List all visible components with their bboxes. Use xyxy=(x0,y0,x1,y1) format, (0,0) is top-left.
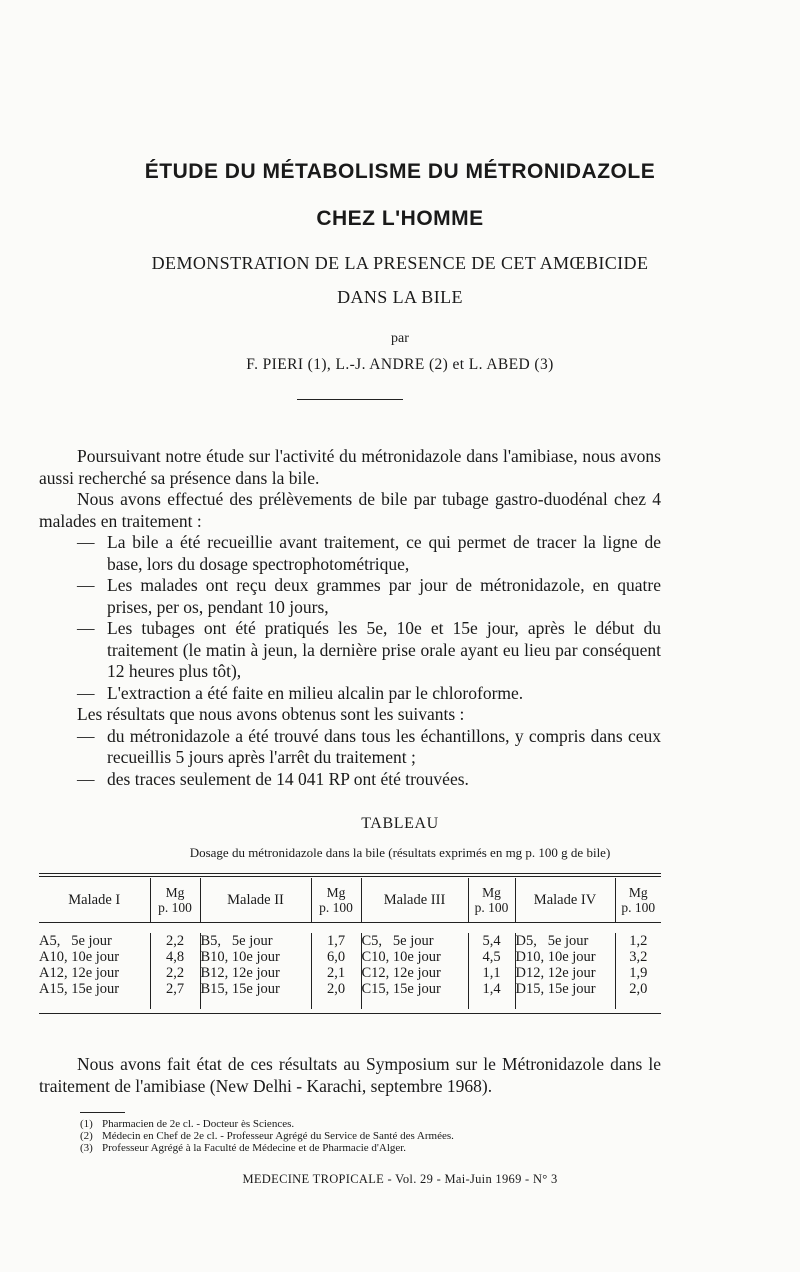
paragraph-1: Poursuivant notre étude sur l'activité du métronidazole dans l'amibiase, nous avons aussi recherché sa présence dans la bile. xyxy=(39,446,661,488)
value-cell: 4,5 xyxy=(468,949,515,965)
sample-cell: B15, 15e jour xyxy=(200,981,311,997)
result-item-text: des traces seulement de 14 041 RP ont été trouvées. xyxy=(107,768,469,789)
footnotes xyxy=(80,1118,454,1154)
dash-marker: — xyxy=(77,725,95,746)
value-cell: 1,4 xyxy=(468,981,515,997)
footnote-number: (3) xyxy=(80,1142,93,1154)
table-header-row xyxy=(39,878,661,923)
title-divider xyxy=(297,399,403,400)
procedure-item-text: Les tubages ont été pratiqués les 5e, 10e et 15e jour, après le début du traitement (le matin à jeun, la dernière prise orale ayant eu lieu par conséquent 12 heures plus tôt), xyxy=(107,618,661,681)
footnote-3 xyxy=(80,1142,454,1154)
value-cell: 1,7 xyxy=(311,933,361,949)
authors-line: F. PIERI (1), L.-J. ANDRE (2) et L. ABED (3) xyxy=(246,356,554,373)
dash-marker: — xyxy=(77,682,95,703)
value-cell: 2,0 xyxy=(629,981,648,997)
header-mg-2 xyxy=(311,878,361,923)
result-item xyxy=(39,769,661,791)
sample-cell: D12, 12e jour xyxy=(515,965,615,981)
header-mg-unit: Mg xyxy=(326,885,346,900)
procedure-item xyxy=(39,618,661,683)
header-mg-unit: Mg xyxy=(628,885,648,900)
sample-cell: C5, 5e jour xyxy=(361,933,468,949)
procedure-item xyxy=(39,683,661,705)
sample-cell: A15, 15e jour xyxy=(39,981,150,997)
value-cell: 4,8 xyxy=(150,949,200,965)
header-malade-1: Malade I xyxy=(39,878,150,923)
result-item-text: du métronidazole a été trouvé dans tous les échantillons, y compris dans ceux recueillis 5 jours après l'arrêt du traitement ; xyxy=(107,725,661,767)
body-text-upper xyxy=(39,446,661,790)
data-table xyxy=(39,878,661,1009)
footnote-number: (1) xyxy=(80,1118,93,1130)
footnote-text: Médecin en Chef de 2e cl. - Professeur Agrégé du Service de Santé des Armées. xyxy=(102,1130,454,1142)
header-mg-per: p. 100 xyxy=(319,900,353,915)
header-mg-per: p. 100 xyxy=(474,900,509,915)
header-malade-2: Malade II xyxy=(200,878,311,923)
table-row xyxy=(39,949,661,965)
sample-cell: C12, 12e jour xyxy=(361,965,468,981)
footnote-number: (2) xyxy=(80,1130,93,1142)
value-cell: 2,7 xyxy=(150,981,200,997)
value-cell: 1,2 xyxy=(629,933,648,949)
paragraph-4: Nous avons fait état de ces résultats au Symposium sur le Métronidazole dans le traitement de l'amibiase (New Delhi - Karachi, septembre 1968). xyxy=(39,1054,661,1096)
procedure-item-text: Les malades ont reçu deux grammes par jour de métronidazole, en quatre prises, per os, pendant 10 jours, xyxy=(107,575,661,617)
value-cell: 2,0 xyxy=(311,981,361,997)
by-word: par xyxy=(391,331,409,346)
table-top-rule xyxy=(39,873,661,874)
sample-cell: A10, 10e jour xyxy=(39,949,150,965)
table-row xyxy=(39,965,661,981)
procedure-item xyxy=(39,575,661,618)
table-row xyxy=(39,933,661,949)
sample-cell: B10, 10e jour xyxy=(200,949,311,965)
header-mg-per: p. 100 xyxy=(621,900,656,915)
sample-cell: C15, 15e jour xyxy=(361,981,468,997)
header-malade-4: Malade IV xyxy=(515,878,615,923)
table-bottom-pad xyxy=(39,997,661,1009)
value-cell: 6,0 xyxy=(311,949,361,965)
header-mg-per: p. 100 xyxy=(158,900,192,915)
dash-marker: — xyxy=(77,575,95,595)
footnote-1 xyxy=(80,1118,454,1130)
value-cell: 2,1 xyxy=(311,965,361,981)
table-title: TABLEAU xyxy=(361,815,439,832)
header-mg-4 xyxy=(615,878,661,923)
procedure-item-text: L'extraction a été faite en milieu alcalin par le chloroforme. xyxy=(107,682,524,703)
table-bottom-rule xyxy=(39,1013,661,1014)
header-mg-unit: Mg xyxy=(482,885,501,900)
dash-marker: — xyxy=(77,532,95,552)
header-rule-row xyxy=(39,923,661,934)
sample-cell: B5, 5e jour xyxy=(200,933,311,949)
footnote-divider xyxy=(80,1112,125,1113)
sample-cell: D5, 5e jour xyxy=(515,933,615,949)
sample-cell: A12, 12e jour xyxy=(39,965,150,981)
value-cell: 1,1 xyxy=(468,965,515,981)
value-cell: 3,2 xyxy=(629,949,648,965)
header-rule xyxy=(39,923,661,934)
sample-cell: C10, 10e jour xyxy=(361,949,468,965)
paragraph-3: Les résultats que nous avons obtenus sont les suivants : xyxy=(77,704,465,724)
table-top-rule-2 xyxy=(39,876,661,877)
table-row xyxy=(39,981,661,997)
body-text-lower xyxy=(39,1054,661,1097)
article-subtitle-line-2: DANS LA BILE xyxy=(337,287,463,307)
procedure-list xyxy=(39,532,661,704)
header-mg-1 xyxy=(150,878,200,923)
sample-cell: D10, 10e jour xyxy=(515,949,615,965)
results-list xyxy=(39,726,661,791)
paragraph-2: Nous avons effectué des prélèvements de bile par tubage gastro-duodénal chez 4 malades en traitement : xyxy=(39,489,661,531)
header-mg-unit: Mg xyxy=(165,885,185,900)
sample-cell: A5, 5e jour xyxy=(39,933,150,949)
dash-marker: — xyxy=(77,618,95,638)
journal-footer: MEDECINE TROPICALE - Vol. 29 - Mai-Juin 1969 - N° 3 xyxy=(242,1172,558,1186)
header-malade-3: Malade III xyxy=(361,878,468,923)
procedure-item xyxy=(39,532,661,575)
sample-cell: B12, 12e jour xyxy=(200,965,311,981)
article-subtitle-line-1: DEMONSTRATION DE LA PRESENCE DE CET AMŒBICIDE xyxy=(151,253,649,273)
table-caption: Dosage du métronidazole dans la bile (résultats exprimés en mg p. 100 g de bile) xyxy=(189,845,611,860)
value-cell: 5,4 xyxy=(468,933,515,949)
header-mg-3 xyxy=(468,878,515,923)
value-cell: 1,9 xyxy=(629,965,648,981)
dash-marker: — xyxy=(77,768,95,789)
article-title-line-2: CHEZ L'HOMME xyxy=(316,207,484,230)
value-cell: 2,2 xyxy=(150,965,200,981)
result-item xyxy=(39,726,661,769)
footnote-2 xyxy=(80,1130,454,1142)
sample-cell: D15, 15e jour xyxy=(515,981,615,997)
procedure-item-text: La bile a été recueillie avant traitement, ce qui permet de tracer la ligne de base, lors du dosage spectrophotométrique, xyxy=(107,532,661,574)
value-cell: 2,2 xyxy=(150,933,200,949)
footnote-text: Professeur Agrégé à la Faculté de Médecine et de Pharmacie d'Alger. xyxy=(102,1142,407,1154)
footnote-text: Pharmacien de 2e cl. - Docteur ès Sciences. xyxy=(102,1118,295,1130)
article-title-line-1: ÉTUDE DU MÉTABOLISME DU MÉTRONIDAZOLE xyxy=(144,160,656,183)
